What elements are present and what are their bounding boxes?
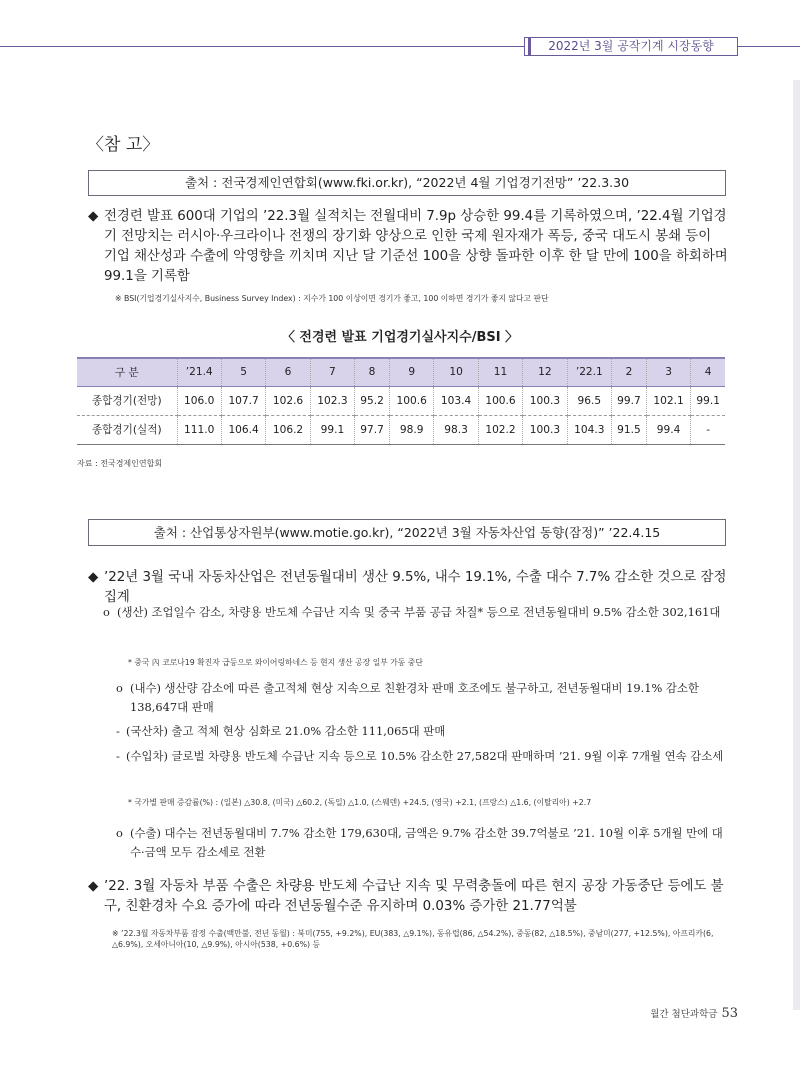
bullet-parts-export xyxy=(88,877,728,917)
dash-bullet-icon: - xyxy=(116,724,120,738)
sub-item-imported-cars xyxy=(116,747,728,766)
table-header-cell: 12 xyxy=(523,358,567,386)
table-cell: 98.3 xyxy=(434,415,478,444)
table-header-cell: 11 xyxy=(478,358,522,386)
table-cell: 100.3 xyxy=(523,386,567,415)
bsi-table xyxy=(77,357,725,445)
table-cell: 106.0 xyxy=(177,386,221,415)
table-header-cell: ’21.4 xyxy=(177,358,221,386)
table-cell: 102.2 xyxy=(478,415,522,444)
table-body xyxy=(77,386,725,444)
table-cell: 102.1 xyxy=(646,386,690,415)
bullet-text: 전경련 발표 600대 기업의 ’22.3월 실적치는 전월대비 7.9p 상승한 99.4를 기록하였으며, ’22.4월 기업경기 전망치는 러시아·우크라이나 전쟁의 장기화 양상으로 인한 국제 원자재가 폭등, 중국 대도시 봉쇄 등이 기업 채산성과 수출에 악영향을 끼치며 지난 달 기준선 100을 상향 돌파한 이후 한 달 만에 100을 하회하며 99.1을 기록함 xyxy=(104,209,728,284)
table-header-cell: 4 xyxy=(691,358,725,386)
circle-bullet-icon: ο xyxy=(116,826,123,840)
table-cell: 100.3 xyxy=(523,415,567,444)
table-cell: 99.1 xyxy=(691,386,725,415)
table-header-cell: 9 xyxy=(389,358,433,386)
table-header-cell: 6 xyxy=(266,358,310,386)
header-tab-accent xyxy=(528,37,531,56)
production-note: * 중국 內 코로나19 확진자 급등으로 와이어링하네스 등 현지 생산 공장 일부 가동 중단 xyxy=(128,658,423,667)
row-label: 종합경기(전망) xyxy=(77,386,177,415)
bullet-text: ’22년 3월 국내 자동차산업은 전년동월대비 생산 9.5%, 내수 19.1%, 수출 대수 7.7% 감소한 것으로 잠정 집계 xyxy=(104,570,727,605)
sub-item-text: (수출) 대수는 전년동월대비 7.7% 감소한 179,630대, 금액은 9.7% 감소한 39.7억불로 ’21. 10월 이후 5개월 만에 대수·금액 모두 감소세로 전환 xyxy=(130,826,723,859)
magazine-name: 월간 첨단과학금 xyxy=(650,1009,718,1020)
table-header-cell: 2 xyxy=(612,358,647,386)
table-header-cell: 5 xyxy=(221,358,265,386)
table-cell: 107.7 xyxy=(221,386,265,415)
diamond-bullet-icon: ◆ xyxy=(88,209,99,224)
dash-bullet-icon: - xyxy=(116,749,120,763)
sub-item-text: (내수) 생산량 감소에 따른 출고적체 현상 지속으로 친환경차 판매 호조에도 불구하고, 전년동월대비 19.1% 감소한 138,647대 판매 xyxy=(130,681,699,714)
side-margin-bar xyxy=(793,80,800,1010)
table-cell: 111.0 xyxy=(177,415,221,444)
table-cell: 99.1 xyxy=(310,415,354,444)
table-cell: 104.3 xyxy=(567,415,611,444)
table-cell: 99.7 xyxy=(612,386,647,415)
page-footer xyxy=(650,1006,738,1021)
bullet-bsi-summary xyxy=(88,207,728,287)
table-cell: 98.9 xyxy=(389,415,433,444)
table-source: 자료 : 전국경제인연합회 xyxy=(77,459,163,468)
table-header-cell: ’22.1 xyxy=(567,358,611,386)
circle-bullet-icon: ο xyxy=(116,681,123,695)
table-cell: 102.3 xyxy=(310,386,354,415)
table-header-cell: 3 xyxy=(646,358,690,386)
table-header-row xyxy=(77,358,725,386)
table-cell: 100.6 xyxy=(478,386,522,415)
sub-item-text: (생산) 조업일수 감소, 차량용 반도체 수급난 지속 및 중국 부품 공급 차질* 등으로 전년동월대비 9.5% 감소한 302,161대 xyxy=(117,605,721,619)
table-header-cell: 8 xyxy=(355,358,390,386)
table-title: 〈 전경련 발표 기업경기실사지수/BSI 〉 xyxy=(281,330,519,345)
table-cell: 106.4 xyxy=(221,415,265,444)
table-header-cell: 7 xyxy=(310,358,354,386)
page-number: 53 xyxy=(721,1006,738,1021)
sub-item-text: (수입차) 글로벌 차량용 반도체 수급난 지속 등으로 10.5% 감소한 27,582대 판매하며 ’21. 9월 이후 7개월 연속 감소세 xyxy=(126,749,724,763)
header-title: 2022년 3월 공작기계 시장동향 xyxy=(524,37,738,56)
table-row xyxy=(77,415,725,444)
diamond-bullet-icon: ◆ xyxy=(88,879,99,894)
table-cell: 102.6 xyxy=(266,386,310,415)
table-cell: 100.6 xyxy=(389,386,433,415)
diamond-bullet-icon: ◆ xyxy=(88,570,99,585)
table-cell: 103.4 xyxy=(434,386,478,415)
table-cell: 97.7 xyxy=(355,415,390,444)
country-sales-note: * 국가별 판매 증감률(%) : (일본) △30.8, (미국) △60.2, (독일) △1.0, (스웨덴) +24.5, (영국) +2.1, (프랑스) △1.6, (이탈리아) +2.7 xyxy=(128,798,592,807)
bullet-auto-industry xyxy=(88,568,728,608)
sub-item-text: (국산차) 출고 적체 현상 심화로 21.0% 감소한 111,065대 판매 xyxy=(126,724,446,738)
table-cell: 95.2 xyxy=(355,386,390,415)
table-header-label: 구 분 xyxy=(77,358,177,386)
source-box-motie: 출처 : 산업통상자원부(www.motie.go.kr), “2022년 3월 자동차산업 동향(잠정)” ’22.4.15 xyxy=(88,519,726,546)
circle-bullet-icon: ο xyxy=(103,605,110,619)
sub-item-domestic-cars xyxy=(116,722,728,741)
sub-item-domestic xyxy=(116,679,728,717)
table-header-cell: 10 xyxy=(434,358,478,386)
sub-item-production xyxy=(103,603,728,622)
source-box-fki: 출처 : 전국경제인연합회(www.fki.or.kr), “2022년 4월 기업경기전망” ’22.3.30 xyxy=(88,170,726,196)
bullet-text: ’22. 3월 자동차 부품 수출은 차량용 반도체 수급난 지속 및 무력충돌에 따른 현지 공장 가동중단 등에도 불구, 친환경차 수요 증가에 따라 전년동월수준 유지하며 0.03% 증가한 21.77억불 xyxy=(104,879,724,914)
row-label: 종합경기(실적) xyxy=(77,415,177,444)
table-row xyxy=(77,386,725,415)
table-cell: 91.5 xyxy=(612,415,647,444)
section-title: 〈참 고〉 xyxy=(87,135,160,155)
parts-export-note: ※ ’22.3월 자동차부품 잠정 수출(백만불, 전년 동월) : 북미(755, +9.2%), EU(383, △9.1%), 동유럽(86, △54.2%), 중동(82, △18.5%), 중남미(277, +12.5%), 아프리카(6, △6.9%), 오세아니아(10, △9.9%), 아시아(538, +0.6%) 등 xyxy=(112,929,714,949)
table-cell: 99.4 xyxy=(646,415,690,444)
bsi-definition-note: ※ BSI(기업경기실사지수, Business Survey Index) : 지수가 100 이상이면 경기가 좋고, 100 이하면 경기가 좋지 않다고 판단 xyxy=(115,294,549,303)
table-cell: 96.5 xyxy=(567,386,611,415)
table-cell: - xyxy=(691,415,725,444)
table-cell: 106.2 xyxy=(266,415,310,444)
sub-item-export xyxy=(116,824,728,862)
